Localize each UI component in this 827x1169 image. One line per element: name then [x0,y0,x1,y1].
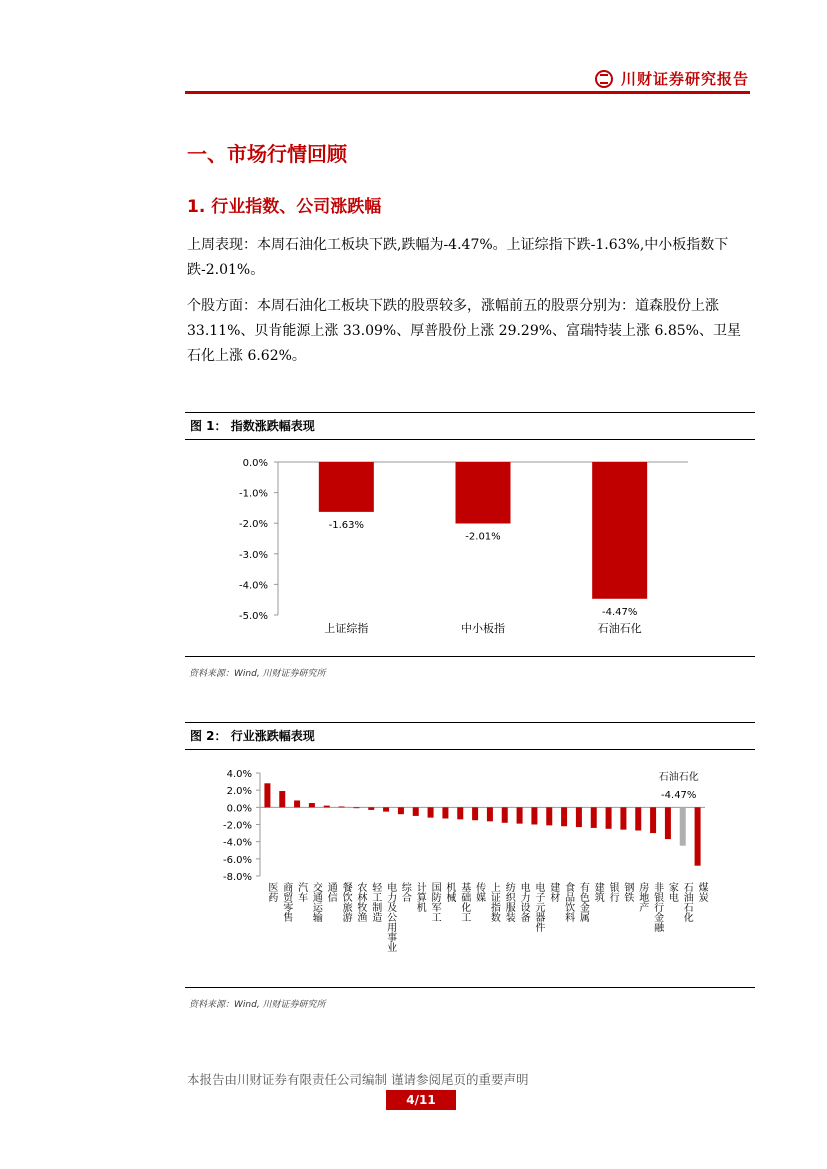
y-tick-label: -3.0% [238,549,268,561]
x-tick-label: 上证指数 [488,882,500,922]
callout-label: 石油石化 [658,772,699,783]
bar [680,807,686,845]
paragraph-market-performance: 上周表现：本周石油化工板块下跌,跌幅为-4.47%。上证综指下跌-1.63%,中小板指数下跌-2.01%。 [187,237,729,278]
x-tick-label: 银行 [607,882,619,902]
x-tick-label: 国防军工 [429,882,441,922]
chuancai-logo-icon [595,70,613,88]
bar [309,803,315,807]
y-tick-label: -2.0% [238,519,268,531]
section-title: 一、市场行情回顾 [187,142,347,166]
x-tick-label: 商贸零售 [280,882,292,922]
bar [665,807,671,839]
figure1-bottom-rule [185,656,755,657]
callout-value: -4.47% [661,790,697,801]
bar [413,807,419,816]
bar [339,806,345,807]
bar [319,462,374,512]
brand-name: 川财证券研究报告 [620,70,749,88]
data-label: -2.01% [465,531,501,543]
y-tick-label: -2.0% [222,820,252,832]
x-tick-label: 石油石化 [681,882,693,922]
bar [353,807,359,808]
bar [472,807,478,820]
x-tick-label: 综合 [399,882,411,902]
bar [324,806,330,808]
bar [635,807,641,830]
bar [294,800,300,807]
x-tick-label: 机械 [443,882,455,902]
figure2-title: 图 2： 行业涨跌幅表现 [185,722,755,750]
bar [442,807,448,818]
y-tick-label: 0.0% [226,803,252,815]
y-tick-label: 2.0% [226,786,252,798]
y-tick-label: -6.0% [222,854,252,866]
bar [592,462,647,599]
bar [457,807,463,819]
bar [517,807,523,823]
y-tick-label: -5.0% [238,611,268,622]
x-tick-label: 基础化工 [458,882,470,922]
bar [398,807,404,814]
footer-note: 本报告由川财证券有限责任公司编制 谨请参阅尾页的重要声明 [187,1072,529,1087]
x-tick-label: 有色金属 [577,882,589,922]
bar [695,807,701,865]
x-tick-label: 汽车 [295,882,307,902]
bar [606,807,612,828]
x-tick-label: 上证综指 [324,622,369,635]
bar [561,807,567,826]
x-tick-label: 医药 [265,882,277,902]
y-tick-label: -4.0% [222,837,252,849]
data-label: -4.47% [601,606,638,618]
bar [531,807,537,824]
bar [502,807,508,822]
header-brand [595,68,749,89]
x-tick-label: 电子元器件 [532,882,544,932]
y-tick-label: -8.0% [222,872,252,883]
section-subtitle: 1. 行业指数、公司涨跌幅 [187,197,382,217]
x-tick-label: 建材 [547,882,559,902]
x-tick-label: 石油石化 [597,622,642,635]
x-tick-label: 建筑 [592,882,604,902]
x-tick-label: 房地产 [636,882,648,912]
x-tick-label: 电力及公用事业 [384,882,396,952]
page-number: 4/11 [386,1090,456,1110]
bar [487,807,493,821]
x-tick-label: 餐饮旅游 [340,882,352,922]
y-tick-label: -1.0% [238,488,268,500]
bar [650,807,656,833]
figure1-chart [185,445,755,650]
figure1-source: 资料来源：Wind, 川财证券研究所 [189,669,326,679]
bar [576,807,582,827]
x-tick-label: 家电 [666,882,678,902]
bar [279,791,285,807]
x-tick-label: 传媒 [473,882,485,902]
figure2-source: 资料来源：Wind, 川财证券研究所 [189,1000,326,1010]
x-tick-label: 电力设备 [518,882,530,922]
paragraph-stock-performance: 个股方面：本周石油化工板块下跌的股票较多，涨幅前五的股票分别为：道森股份上涨 33.11%、贝肯能源上涨 33.09%、厚普股份上涨 29.29%、富瑞特装上涨 6.85%、卫星石化上涨 6.62%。 [187,298,741,364]
bar [620,807,626,829]
x-tick-label: 计算机 [414,882,426,912]
figure2-bottom-rule [185,987,755,988]
x-tick-label: 农林牧渔 [354,882,366,922]
bar [428,807,434,817]
bar [383,807,389,811]
y-tick-label: 4.0% [226,769,252,780]
bar [591,807,597,828]
bar [264,783,270,807]
figure2-chart [185,752,755,984]
bar [368,807,374,810]
bar [456,462,511,524]
x-tick-label: 轻工制造 [369,882,381,922]
x-tick-label: 中小板指 [461,622,505,635]
x-tick-label: 食品饮料 [562,882,574,922]
x-tick-label: 钢铁 [621,882,633,902]
header-rule [185,91,750,94]
figure1-title: 图 1： 指数涨跌幅表现 [185,412,755,440]
x-tick-label: 通信 [325,882,337,902]
x-tick-label: 煤炭 [696,882,708,902]
x-tick-label: 非银行金融 [651,882,663,932]
x-tick-label: 纺织服装 [503,882,515,922]
x-tick-label: 交通运输 [310,882,322,922]
data-label: -1.63% [328,519,365,531]
y-tick-label: 0.0% [242,458,268,469]
bar [546,807,552,825]
y-tick-label: -4.0% [238,580,268,592]
